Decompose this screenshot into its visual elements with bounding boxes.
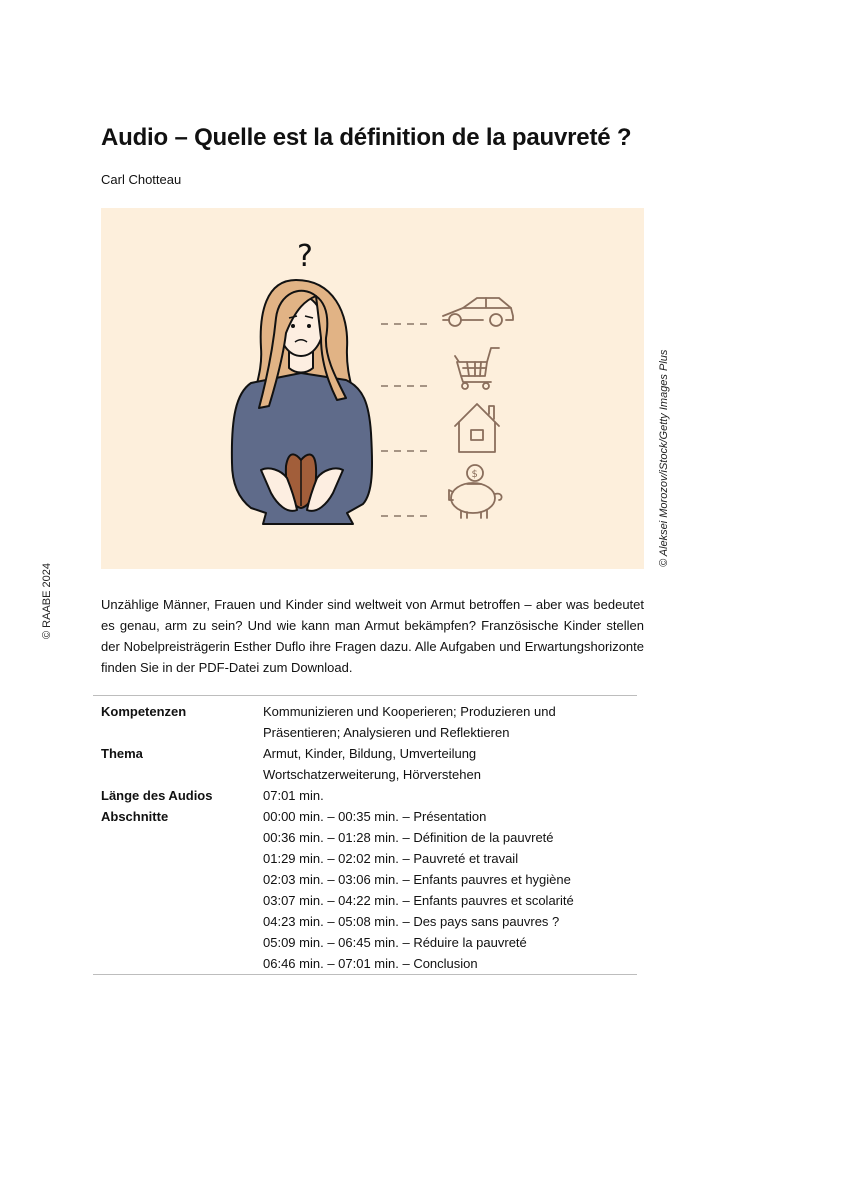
row-label: Thema [101, 746, 143, 761]
author: Carl Chotteau [101, 172, 182, 187]
kompetenzen-line: Kommunizieren und Kooperieren; Produzieren und [263, 704, 556, 719]
illustration-drawing [101, 208, 644, 569]
abschnitt-line: 01:29 min. – 02:02 min. – Pauvreté et travail [263, 851, 519, 866]
illustration [101, 208, 644, 569]
abschnitt-line: 00:36 min. – 01:28 min. – Définition de la pauvreté [263, 830, 554, 845]
abschnitt-line: 03:07 min. – 04:22 min. – Enfants pauvres et scolarité [263, 893, 574, 908]
house-icon [455, 404, 499, 452]
kompetenzen-line: Präsentieren; Analysieren und Reflektieren [263, 725, 510, 740]
abschnitt-line: 06:46 min. – 07:01 min. – Conclusion [263, 956, 478, 971]
table-row [93, 743, 637, 785]
image-credit: © Aleksei Morozov/iStock/Getty Images Plus [658, 349, 670, 567]
question-mark: ? [297, 239, 313, 274]
table-row [93, 696, 637, 744]
row-value [263, 785, 637, 806]
row-value [263, 743, 637, 785]
page-title: Audio – Quelle est la définition de la pauvreté ? [101, 124, 632, 151]
copyright-notice: © RAABE 2024 [41, 563, 53, 639]
row-label: Länge des Audios [101, 788, 213, 803]
table-row [93, 785, 637, 806]
abschnitt-line: 05:09 min. – 06:45 min. – Réduire la pauvreté [263, 935, 527, 950]
laenge-line: 07:01 min. [263, 788, 324, 803]
woman-figure [232, 280, 372, 524]
car-icon [443, 298, 513, 326]
shopping-cart-icon [455, 348, 499, 389]
abschnitt-line: 00:00 min. – 00:35 min. – Présentation [263, 809, 487, 824]
row-label: Kompetenzen [93, 696, 263, 744]
info-table [93, 695, 637, 975]
dashed-connectors [381, 324, 433, 516]
svg-text:$: $ [471, 469, 478, 480]
abschnitt-line: 02:03 min. – 03:06 min. – Enfants pauvres et hygiène [263, 872, 571, 887]
row-label: Abschnitte [93, 806, 263, 975]
piggy-bank-icon [449, 465, 502, 518]
table-row [93, 806, 637, 975]
row-value [263, 806, 637, 975]
intro-paragraph: Unzählige Männer, Frauen und Kinder sind weltweit von Armut betroffen – aber was bedeutet es genau, arm zu sein? Und wie kann man Armut bekämpfen? Französische Kinder stellen der Nobelpreisträgerin Esther Duflo ihre Fragen dazu. Alle Aufgaben und Erwartungshorizonte finden Sie in der PDF-Datei zum Download. [101, 597, 644, 675]
abschnitt-line: 04:23 min. – 05:08 min. – Des pays sans pauvres ? [263, 914, 560, 929]
thema-line: Armut, Kinder, Bildung, Umverteilung [263, 746, 477, 761]
row-value [263, 696, 637, 744]
thema-line: Wortschatzerweiterung, Hörverstehen [263, 767, 481, 782]
